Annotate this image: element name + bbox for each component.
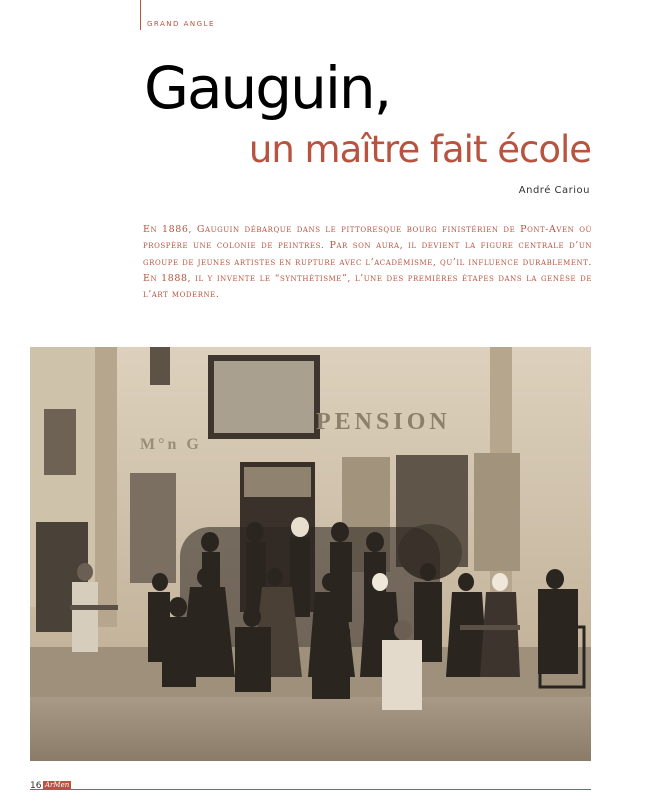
header-rule [140, 0, 141, 30]
shutter-right [474, 453, 520, 571]
street [30, 697, 591, 761]
door-transom [244, 467, 311, 497]
upper-window [150, 347, 170, 385]
article-subtitle: un maître fait école [248, 128, 591, 171]
page-number: 16 [30, 781, 42, 791]
historic-group-photo [30, 347, 591, 761]
pension-sign-text: PENSION [316, 409, 451, 435]
article-title: Gauguin, [144, 54, 391, 122]
pension-sign-text-left: M°n G [140, 436, 202, 453]
painting-sign-canvas [214, 361, 314, 433]
section-label: GRAND ANGLE [147, 20, 215, 28]
shop-window-left [130, 473, 176, 583]
cafe-table-left [70, 605, 118, 610]
author-byline: André Cariou [518, 185, 590, 196]
left-window [44, 409, 76, 475]
magazine-logo: ArMen [45, 781, 70, 789]
cafe-table-right [460, 625, 520, 630]
footer-rule [30, 789, 591, 790]
stone-quoin [95, 347, 117, 627]
lead-paragraph: En 1886, Gauguin débarque dans le pittoresque bourg finistérien de Pont-Aven où prospère une colonie de peintres. Par son aura, il devient la figure centrale d’un groupe de jeunes artistes en rupture avec l’académisme, qu’il influence durablement. En 1888, il y invente le “synthétisme”, l’une des premières étapes dans la genèse de l’art moderne. [143, 224, 592, 301]
